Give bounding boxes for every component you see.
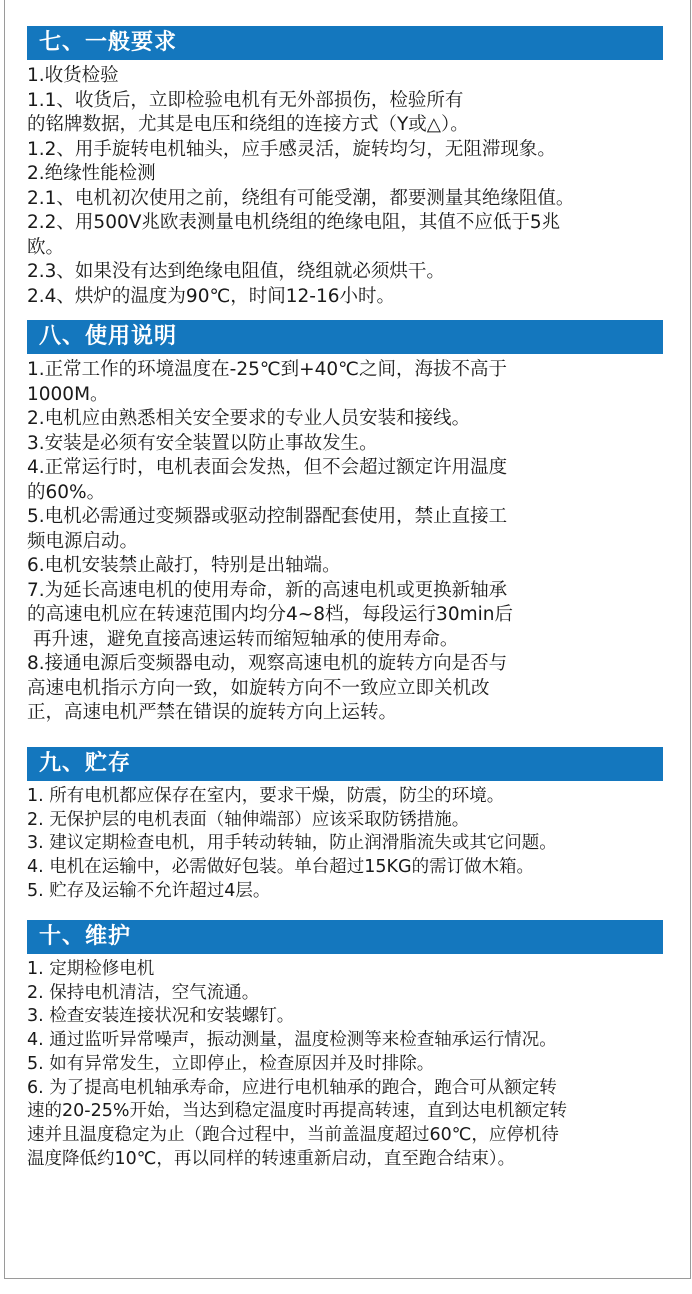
- text-line: 3. 检查安装连接状况和安装螺钉。: [27, 1006, 295, 1027]
- text-line: 6.电机安装禁止敲打，特别是出轴端。: [27, 555, 341, 576]
- text-line: 高速电机指示方向一致，如旋转方向不一致应立即关机改: [27, 677, 490, 699]
- text-line: 正，高速电机严禁在错误的旋转方向上运转。: [27, 702, 398, 723]
- text-line: 1. 所有电机都应保存在室内，要求干燥，防震，防尘的环境。: [27, 786, 505, 806]
- text-line: 1.收货检验: [27, 65, 119, 86]
- section-title: 八、使用说明: [27, 320, 663, 354]
- section-title: 七、一般要求: [27, 26, 663, 60]
- text-line: 1. 定期检修电机: [27, 959, 155, 979]
- text-line: 1000M。: [27, 383, 109, 405]
- section-usage-instructions: [27, 320, 663, 726]
- text-line: 2.4、烘炉的温度为90℃，时间12-16小时。: [27, 285, 395, 307]
- text-line: 5.电机必需通过变频器或驱动控制器配套使用，禁止直接工: [27, 506, 508, 527]
- section-general-requirements: [27, 26, 663, 309]
- text-line: 温度降低约10℃，再以同样的转速重新启动，直至跑合结束）。: [27, 1148, 516, 1169]
- text-line: 3.安装是必须有安全装置以防止事故发生。: [27, 432, 378, 454]
- text-line: 的60%。: [27, 481, 106, 503]
- text-line: 3. 建议定期检查电机，用手转动转轴，防止润滑脂流失或其它问题。: [27, 833, 557, 854]
- text-line: 1.1、收货后，立即检验电机有无外部损伤，检验所有: [27, 89, 464, 111]
- text-line: 频电源启动。: [27, 530, 139, 552]
- section-title: 十、维护: [27, 920, 663, 954]
- text-line: 8.接通电源后变频器电动，观察高速电机的旋转方向是否与: [27, 653, 508, 674]
- text-line: 再升速，避免直接高速运转而缩短轴承的使用寿命。: [27, 628, 459, 650]
- text-line: 2.1、电机初次使用之前，绕组有可能受潮，都要测量其绝缘阻值。: [27, 187, 575, 209]
- text-line: 4. 电机在运输中，必需做好包装。单台超过15KG的需订做木箱。: [27, 857, 535, 878]
- text-line: 的高速电机应在转速范围内均分4~8档，每段运行30min后: [27, 604, 513, 625]
- text-line: 5. 如有异常发生，立即停止，检查原因并及时排除。: [27, 1053, 435, 1074]
- text-line: 4. 通过监听异常噪声，振动测量，温度检测等来检查轴承运行情况。: [27, 1030, 557, 1051]
- text-line: 2.2、用500V兆欧表测量电机绕组的绝缘电阻，其值不应低于5兆: [27, 212, 561, 233]
- text-line: 4.正常运行时，电机表面会发热，但不会超过额定许用温度: [27, 457, 508, 478]
- text-line: 2.绝缘性能检测: [27, 163, 156, 184]
- text-line: 2.电机应由熟悉相关安全要求的专业人员安装和接线。: [27, 408, 471, 429]
- text-line: 5. 贮存及运输不允许超过4层。: [27, 880, 271, 901]
- text-line: 2. 无保护层的电机表面（轴伸端部）应该采取防锈措施。: [27, 809, 470, 830]
- text-line: 速并且温度稳定为止（跑合过程中，当前盖温度超过60℃，应停机待: [27, 1124, 559, 1145]
- text-line: 欧。: [27, 236, 65, 258]
- text-line: 1.2、用手旋转电机轴头，应手感灵活，旋转均匀，无阻滞现象。: [27, 138, 556, 160]
- text-line: 2.3、如果没有达到绝缘电阻值，绕组就必须烘干。: [27, 261, 445, 282]
- text-line: 7.为延长高速电机的使用寿命，新的高速电机或更换新轴承: [27, 579, 508, 601]
- text-line: 6. 为了提高电机轴承寿命，应进行电机轴承的跑合，跑合可从额定转: [27, 1077, 557, 1098]
- section-storage: [27, 747, 663, 904]
- text-line: 1.正常工作的环境温度在-25℃到+40℃之间，海拔不高于: [27, 359, 507, 380]
- text-line: 的铭牌数据，尤其是电压和绕组的连接方式（Y或△）。: [27, 114, 469, 135]
- section-title: 九、贮存: [27, 747, 663, 781]
- text-line: 速的20-25%开始，当达到稳定温度时再提高转速，直到达电机额定转: [27, 1101, 567, 1122]
- section-maintenance: [27, 920, 663, 1171]
- text-line: 2. 保持电机清洁，空气流通。: [27, 982, 260, 1003]
